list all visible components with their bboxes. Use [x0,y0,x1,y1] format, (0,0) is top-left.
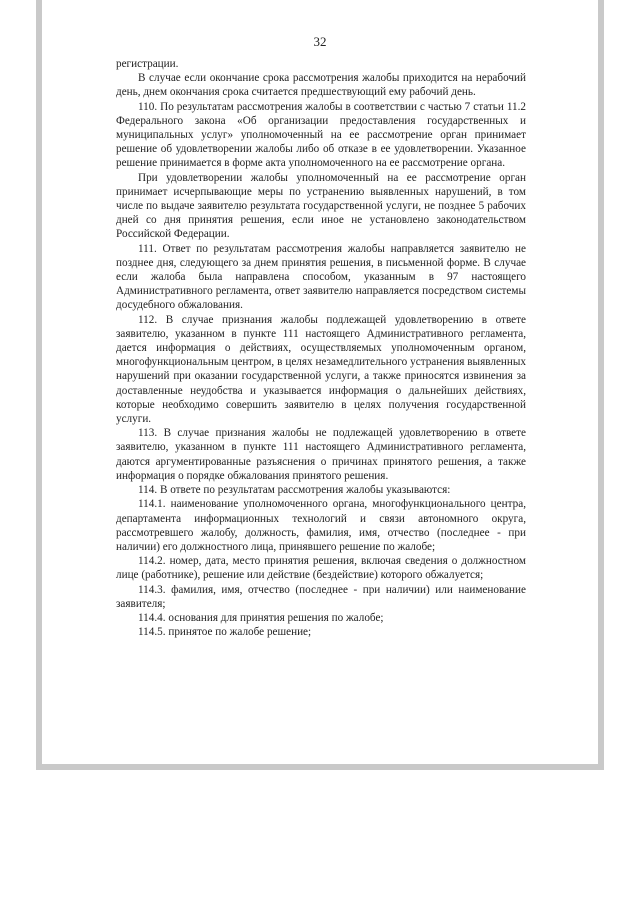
document-page [44,0,596,764]
paragraph-114-1: 114.1. наименование уполномоченного органа, многофункционального центра, департамента информационных технологий и связи автономного округа, рассмотревшего жалобу, должность, фамилия, имя, отчество (последнее - при наличии) его должностного лица, принявшего решение по жалобе; [116,498,526,553]
document-body [116,57,526,639]
paragraph-deadline-note: В случае если окончание срока рассмотрения жалобы приходится на нерабочий день, днем окончания срока считается предшествующий ему рабочий день. [116,72,526,99]
paragraph-satisfaction-measures: При удовлетворении жалобы уполномоченный на ее рассмотрение орган принимает исчерпывающие меры по устранению выявленных нарушений, в том числе по выдаче заявителю результата государственной услуги, не позднее 5 рабочих дней со дня принятия решения, если иное не установлено законодательством Российской Федерации. [116,171,526,241]
paragraph-112: 112. В случае признания жалобы подлежащей удовлетворению в ответе заявителю, указанном в пункте 111 настоящего Административного регламента, дается информация о действиях, осуществляемых уполномоченным органом, многофункциональным центром, в целях незамедлительного устранения выявленных нарушений при оказании государственной услуги, а также приносятся извинения за доставленные неудобства и указывается информация о дальнейших действиях, которые необходимо совершить заявителю в целях получения государственной услуги. [116,313,526,426]
paragraph-continuation: регистрации. [116,58,179,70]
paragraph-114: 114. В ответе по результатам рассмотрения жалобы указываются: [138,484,451,497]
paragraph-114-5: 114.5. принятое по жалобе решение; [138,626,312,639]
paragraph-113: 113. В случае признания жалобы не подлежащей удовлетворению в ответе заявителю, указанном в пункте 111 настоящего Административного регламента, даются аргументированные разъяснения о причинах принятого решения, а также информация о порядке обжалования принятого решения. [116,427,526,482]
paragraph-114-2: 114.2. номер, дата, место принятия решения, включая сведения о должностном лице (работнике), решение или действие (бездействие) которого обжалуется; [116,555,526,582]
paragraph-110: 110. По результатам рассмотрения жалобы в соответствии с частью 7 статьи 11.2 Федерального закона «Об организации предоставления государственных и муниципальных услуг» уполномоченный на ее рассмотрение орган принимает решение об удовлетворении жалобы либо об отказе в ее удовлетворении. Указанное решение принимается в форме акта уполномоченного на ее рассмотрение органа. [116,100,526,170]
paragraph-114-3: 114.3. фамилия, имя, отчество (последнее - при наличии) или наименование заявителя; [116,583,526,610]
paragraph-114-4: 114.4. основания для принятия решения по жалобе; [138,611,384,624]
page-number: 32 [313,34,327,49]
paragraph-111: 111. Ответ по результатам рассмотрения жалобы направляется заявителю не позднее дня, следующего за днем принятия решения, в письменной форме. В случае если жалоба была направлена способом, указанным в 97 настоящего Административного регламента, ответ заявителю направляется посредством системы досудебного обжалования. [116,242,526,312]
